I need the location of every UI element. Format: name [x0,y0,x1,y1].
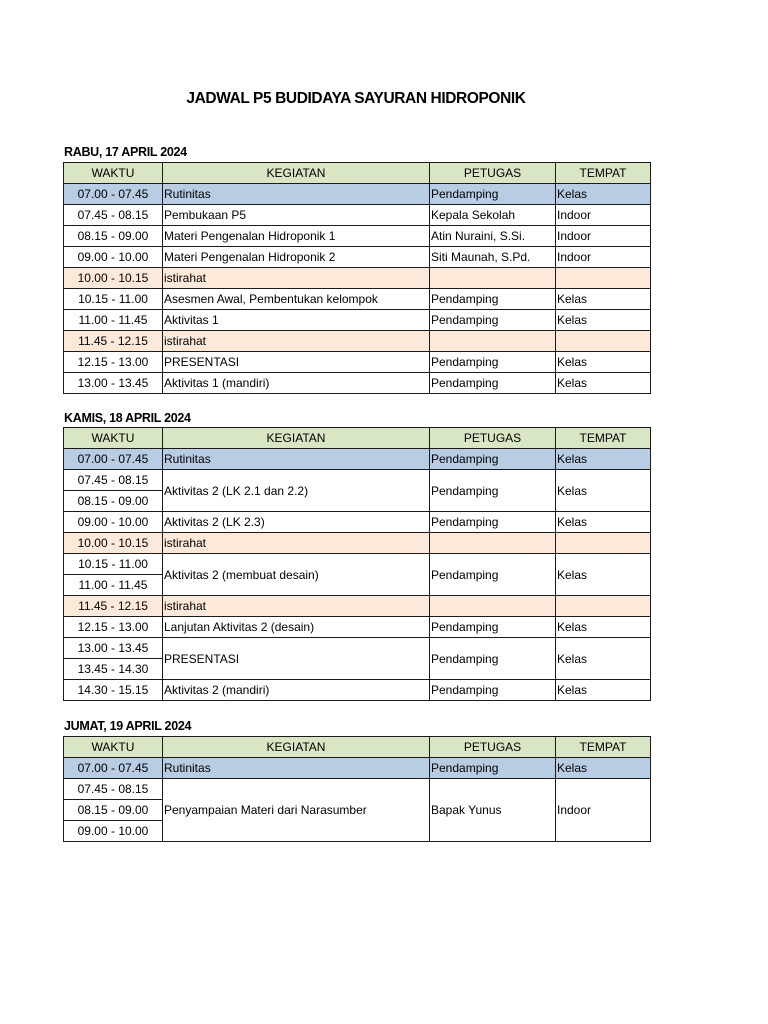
column-header-tempat: TEMPAT [556,428,651,449]
column-header-kegiatan: KEGIATAN [163,428,430,449]
officer-cell: Pendamping [430,289,556,310]
time-cell: 10.15 - 11.00 [64,554,163,575]
activity-cell: Pembukaan P5 [163,205,430,226]
day-heading-jumat: JUMAT, 19 APRIL 2024 [64,719,192,733]
table-row [64,205,651,226]
table-row [64,779,651,800]
time-cell: 13.00 - 13.45 [64,638,163,659]
table-row [64,268,651,289]
column-header-kegiatan: KEGIATAN [163,163,430,184]
table-row [64,596,651,617]
day-heading-rabu: RABU, 17 APRIL 2024 [64,145,187,159]
place-cell: Kelas [556,554,651,596]
officer-cell: Bapak Yunus [430,779,556,842]
place-cell: Indoor [556,247,651,268]
time-cell: 13.45 - 14.30 [64,659,163,680]
table-row [64,247,651,268]
place-cell: Kelas [556,617,651,638]
time-cell: 09.00 - 10.00 [64,247,163,268]
officer-cell [430,533,556,554]
officer-cell [430,268,556,289]
activity-cell: PRESENTASI [163,352,430,373]
table-row [64,226,651,247]
place-cell: Indoor [556,205,651,226]
activity-cell: Penyampaian Materi dari Narasumber [163,779,430,842]
time-cell: 12.15 - 13.00 [64,617,163,638]
time-cell: 10.00 - 10.15 [64,268,163,289]
activity-cell: Aktivitas 1 (mandiri) [163,373,430,394]
time-cell: 11.45 - 12.15 [64,331,163,352]
schedule-table-kamis [63,427,651,701]
activity-cell: Materi Pengenalan Hidroponik 1 [163,226,430,247]
column-header-petugas: PETUGAS [430,163,556,184]
activity-cell: Lanjutan Aktivitas 2 (desain) [163,617,430,638]
time-cell: 08.15 - 09.00 [64,491,163,512]
officer-cell: Pendamping [430,617,556,638]
table-row [64,554,651,575]
officer-cell: Pendamping [430,184,556,205]
place-cell: Kelas [556,373,651,394]
place-cell: Kelas [556,310,651,331]
time-cell: 12.15 - 13.00 [64,352,163,373]
column-header-waktu: WAKTU [64,428,163,449]
table-row [64,289,651,310]
table-header-row [64,163,651,184]
officer-cell: Pendamping [430,758,556,779]
table-row [64,331,651,352]
time-cell: 10.15 - 11.00 [64,289,163,310]
officer-cell [430,331,556,352]
activity-cell: PRESENTASI [163,638,430,680]
schedule-table-jumat [63,736,651,842]
time-cell: 09.00 - 10.00 [64,821,163,842]
time-cell: 07.45 - 08.15 [64,779,163,800]
table-row [64,310,651,331]
officer-cell: Pendamping [430,638,556,680]
column-header-kegiatan: KEGIATAN [163,737,430,758]
activity-cell: Materi Pengenalan Hidroponik 2 [163,247,430,268]
time-cell: 14.30 - 15.15 [64,680,163,701]
activity-cell: istirahat [163,533,430,554]
table-row [64,512,651,533]
place-cell [556,596,651,617]
place-cell: Kelas [556,470,651,512]
place-cell [556,331,651,352]
column-header-waktu: WAKTU [64,737,163,758]
time-cell: 07.45 - 08.15 [64,470,163,491]
activity-cell: Asesmen Awal, Pembentukan kelompok [163,289,430,310]
table-row [64,184,651,205]
place-cell: Kelas [556,449,651,470]
time-cell: 11.00 - 11.45 [64,575,163,596]
table-row [64,758,651,779]
activity-cell: istirahat [163,268,430,289]
activity-cell: Aktivitas 2 (membuat desain) [163,554,430,596]
table-row [64,638,651,659]
officer-cell: Pendamping [430,373,556,394]
place-cell: Kelas [556,289,651,310]
table-header-row [64,737,651,758]
officer-cell: Atin Nuraini, S.Si. [430,226,556,247]
time-cell: 07.45 - 08.15 [64,205,163,226]
place-cell: Indoor [556,779,651,842]
place-cell: Kelas [556,638,651,680]
place-cell: Kelas [556,512,651,533]
place-cell: Kelas [556,184,651,205]
activity-cell: Rutinitas [163,758,430,779]
officer-cell: Pendamping [430,512,556,533]
time-cell: 08.15 - 09.00 [64,226,163,247]
time-cell: 07.00 - 07.45 [64,758,163,779]
table-row [64,352,651,373]
table-row [64,533,651,554]
place-cell: Kelas [556,758,651,779]
time-cell: 13.00 - 13.45 [64,373,163,394]
time-cell: 11.45 - 12.15 [64,596,163,617]
time-cell: 07.00 - 07.45 [64,184,163,205]
officer-cell: Pendamping [430,554,556,596]
schedule-table-rabu [63,162,651,394]
place-cell [556,533,651,554]
table-header-row [64,428,651,449]
table-row [64,617,651,638]
place-cell: Indoor [556,226,651,247]
day-heading-kamis: KAMIS, 18 APRIL 2024 [64,411,191,425]
activity-cell: istirahat [163,331,430,352]
table-row [64,449,651,470]
officer-cell: Pendamping [430,352,556,373]
place-cell: Kelas [556,680,651,701]
activity-cell: Aktivitas 2 (LK 2.3) [163,512,430,533]
place-cell: Kelas [556,352,651,373]
column-header-petugas: PETUGAS [430,737,556,758]
table-row [64,470,651,491]
column-header-tempat: TEMPAT [556,163,651,184]
activity-cell: Aktivitas 1 [163,310,430,331]
time-cell: 08.15 - 09.00 [64,800,163,821]
activity-cell: Rutinitas [163,449,430,470]
officer-cell: Pendamping [430,449,556,470]
column-header-petugas: PETUGAS [430,428,556,449]
column-header-tempat: TEMPAT [556,737,651,758]
officer-cell [430,596,556,617]
activity-cell: Aktivitas 2 (LK 2.1 dan 2.2) [163,470,430,512]
document-title: JADWAL P5 BUDIDAYA SAYURAN HIDROPONIK [186,90,526,107]
table-row [64,680,651,701]
activity-cell: Aktivitas 2 (mandiri) [163,680,430,701]
time-cell: 11.00 - 11.45 [64,310,163,331]
table-row [64,373,651,394]
activity-cell: istirahat [163,596,430,617]
column-header-waktu: WAKTU [64,163,163,184]
officer-cell: Pendamping [430,470,556,512]
place-cell [556,268,651,289]
activity-cell: Rutinitas [163,184,430,205]
time-cell: 09.00 - 10.00 [64,512,163,533]
officer-cell: Siti Maunah, S.Pd. [430,247,556,268]
officer-cell: Pendamping [430,310,556,331]
time-cell: 10.00 - 10.15 [64,533,163,554]
officer-cell: Kepala Sekolah [430,205,556,226]
time-cell: 07.00 - 07.45 [64,449,163,470]
officer-cell: Pendamping [430,680,556,701]
